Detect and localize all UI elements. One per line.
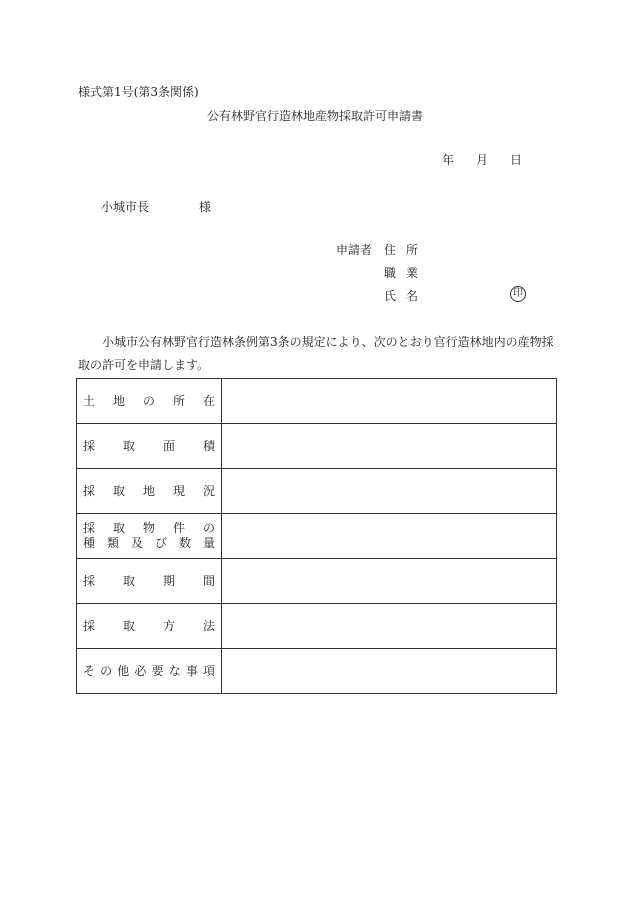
address-label: 住所 — [384, 243, 429, 257]
date-day-label: 日 — [510, 153, 523, 167]
row-label-item-type-quantity — [77, 514, 222, 559]
row-label-location: 土地の所在 — [77, 379, 222, 424]
seal-icon: 印 — [510, 286, 526, 302]
row-value-method[interactable] — [222, 604, 557, 649]
document-title: 公有林野官行造林地産物採取許可申請書 — [206, 109, 423, 123]
body-text: 小城市公有林野官行造林条例第3条の規定により、次のとおり官行造林地内の産物採取の許可を申請します。 — [78, 335, 554, 372]
table-row — [77, 604, 557, 649]
applicant-label: 申請者 — [336, 243, 373, 257]
occupation-label: 職業 — [384, 266, 429, 280]
row-label-site-condition: 採取地現況 — [77, 469, 222, 514]
row-value-location[interactable] — [222, 379, 557, 424]
row-value-period[interactable] — [222, 559, 557, 604]
row-value-area[interactable] — [222, 424, 557, 469]
row-value-item-type-quantity[interactable] — [222, 514, 557, 559]
table-row — [77, 559, 557, 604]
table-row — [77, 649, 557, 694]
table-row — [77, 514, 557, 559]
row-label-area: 採取面積 — [77, 424, 222, 469]
addressee — [101, 200, 211, 214]
date-month-label: 月 — [476, 153, 489, 167]
row-label-line2: 種類及び数量 — [83, 536, 215, 550]
row-value-other[interactable] — [222, 649, 557, 694]
row-value-site-condition[interactable] — [222, 469, 557, 514]
addressee-honorific: 様 — [199, 200, 212, 214]
date-line — [442, 153, 522, 167]
name-label: 氏名 — [384, 289, 429, 303]
row-label-other: その他必要な事項 — [77, 649, 222, 694]
addressee-name: 小城市長 — [101, 200, 150, 214]
form-number: 様式第1号(第3条関係) — [78, 85, 199, 99]
row-label-line1: 採取物件の — [83, 521, 215, 535]
application-table — [76, 378, 557, 694]
date-year-label: 年 — [442, 153, 455, 167]
table-row — [77, 424, 557, 469]
row-label-period: 採取期間 — [77, 559, 222, 604]
table-row — [77, 469, 557, 514]
table-row — [77, 379, 557, 424]
row-label-method: 採取方法 — [77, 604, 222, 649]
